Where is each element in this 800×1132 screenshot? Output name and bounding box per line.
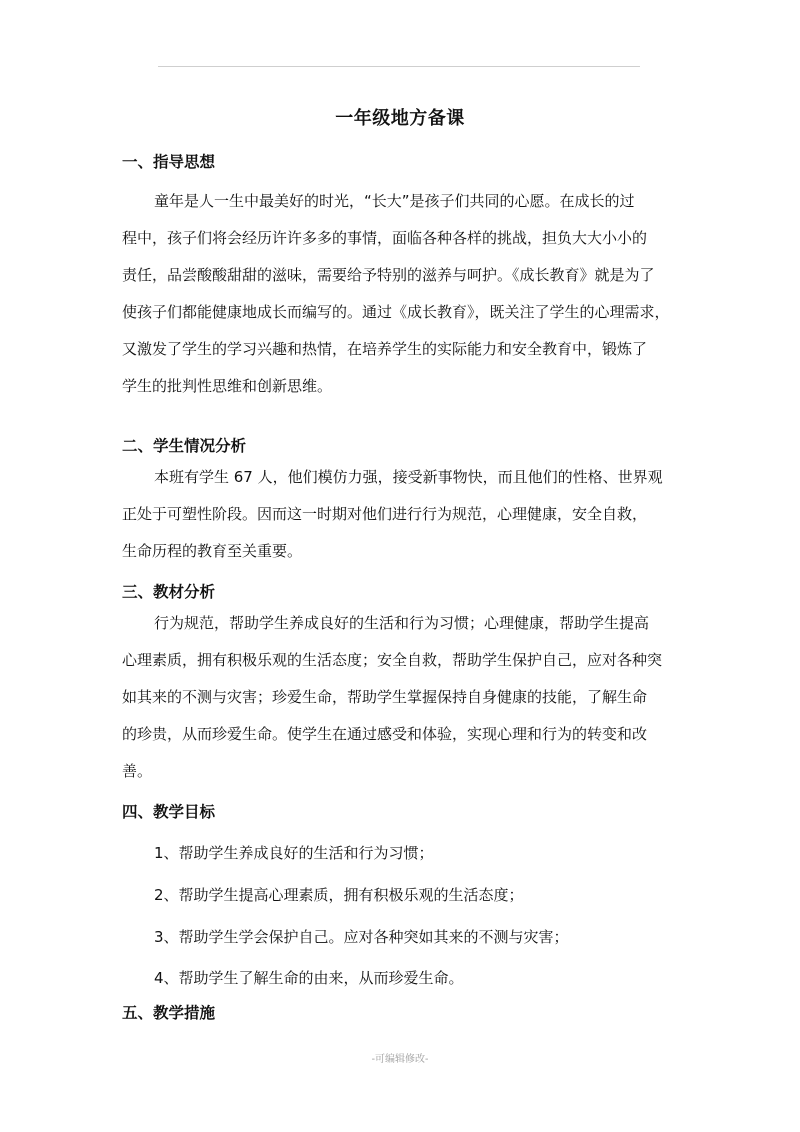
paragraph-line: 使孩子们都能健康地成长而编写的。通过《成长教育》，既关注了学生的心理需求， (122, 303, 670, 321)
paragraph-line: 童年是人一生中最美好的时光，“长大”是孩子们共同的心愿。在成长的过 (154, 192, 635, 210)
paragraph-line: 正处于可塑性阶段。因而这一时期对他们进行行为规范，心理健康，安全自救， (122, 505, 648, 523)
paragraph-line: 如其来的不测与灾害；珍爱生命，帮助学生掌握保持自身健康的技能，了解生命 (122, 688, 648, 706)
section-heading-teaching-measures: 五、教学措施 (122, 1004, 216, 1022)
section-heading-teaching-goals: 四、教学目标 (122, 803, 216, 821)
section-heading-guiding-ideology: 一、指导思想 (122, 153, 216, 171)
document-title: 一年级地方备课 (335, 108, 465, 129)
paragraph-line: 心理素质，拥有积极乐观的生活态度；安全自救，帮助学生保护自己，应对各种突 (122, 651, 663, 669)
paragraph-line: 善。 (122, 762, 153, 780)
header-rule (158, 66, 640, 67)
paragraph-line: 程中，孩子们将会经历许许多多的事情，面临各种各样的挑战，担负大大小小的 (122, 229, 648, 247)
paragraph-line: 学生的批判性思维和创新思维。 (122, 377, 333, 395)
section-paragraph-guiding-ideology (122, 190, 682, 412)
goal-item: 3、帮助学生学会保护自己。应对各种突如其来的不测与灾害； (154, 928, 569, 946)
section-heading-textbook-analysis: 三、教材分析 (122, 583, 216, 601)
paragraph-line: 本班有学生 67 人，他们模仿力强，接受新事物快，而且他们的性格、世界观 (154, 468, 663, 486)
page-footer: -可编辑修改- (371, 1054, 429, 1065)
paragraph-line: 的珍贵，从而珍爱生命。使学生在通过感受和体验，实现心理和行为的转变和改 (122, 725, 648, 743)
paragraph-line: 行为规范，帮助学生养成良好的生活和行为习惯；心理健康，帮助学生提高 (154, 614, 650, 632)
goal-item: 1、帮助学生养成良好的生活和行为习惯； (154, 844, 434, 862)
goal-item: 4、帮助学生了解生命的由来，从而珍爱生命。 (154, 969, 464, 987)
section-paragraph-textbook-analysis (122, 612, 682, 797)
goal-item: 2、帮助学生提高心理素质，拥有积极乐观的生活态度； (154, 886, 524, 904)
paragraph-line: 责任，品尝酸酸甜甜的滋味，需要给予特别的滋养与呵护。《成长教育》就是为了 (122, 266, 655, 284)
paragraph-line: 生命历程的教育至关重要。 (122, 542, 303, 560)
section-heading-student-analysis: 二、学生情况分析 (122, 437, 247, 455)
section-paragraph-student-analysis (122, 466, 682, 577)
paragraph-line: 又激发了学生的学习兴趣和热情，在培养学生的实际能力和安全教育中，锻炼了 (122, 340, 648, 358)
